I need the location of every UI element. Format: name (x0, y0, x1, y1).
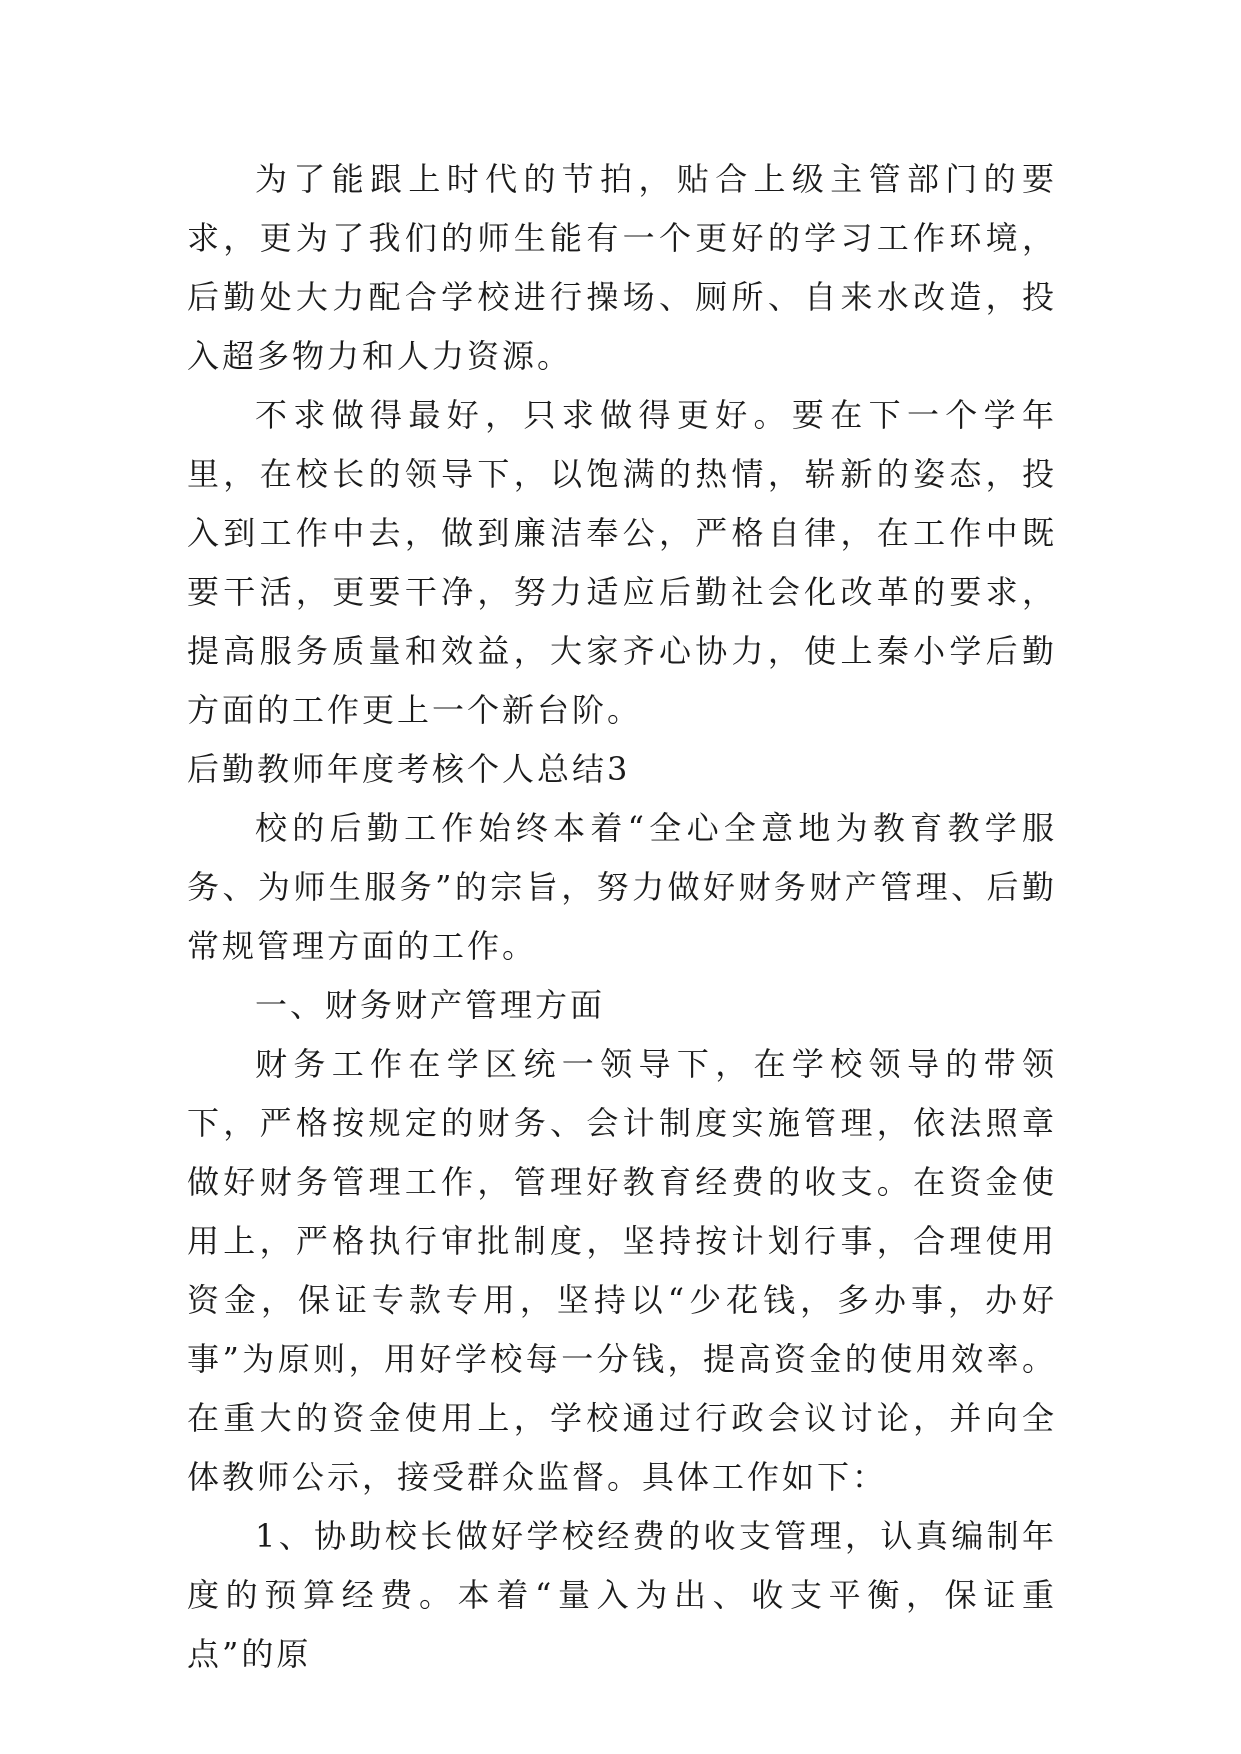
subheading-finance: 一、财务财产管理方面 (255, 986, 606, 1024)
paragraph-future-goals: 不求做得最好，只求做得更好。要在下一个学年里，在校长的领导下，以饱满的热情，崭新的姿态，投入到工作中去，做到廉洁奉公，严格自律，在工作中既要干活，更要干净，努力适应后勤社会化改革的要求，提高服务质量和效益，大家齐心协力，使上秦小学后勤方面的工作更上一个新台阶。 (187, 396, 1057, 729)
document-body (187, 150, 1057, 1684)
section-title: 后勤教师年度考核个人总结3 (187, 750, 631, 788)
paragraph-purpose: 校的后勤工作始终本着“全心全意地为教育教学服务、为师生服务”的宗旨，努力做好财务财产管理、后勤常规管理方面的工作。 (187, 809, 1057, 965)
paragraph-finance-work: 财务工作在学区统一领导下，在学校领导的带领下，严格按规定的财务、会计制度实施管理，依法照章做好财务管理工作，管理好教育经费的收支。在资金使用上，严格执行审批制度，坚持按计划行事，合理使用资金，保证专款专用，坚持以“少花钱，多办事，办好事”为原则，用好学校每一分钱，提高资金的使用效率。在重大的资金使用上，学校通过行政会议讨论，并向全体教师公示，接受群众监督。具体工作如下： (187, 1045, 1057, 1496)
paragraph-renovation: 为了能跟上时代的节拍，贴合上级主管部门的要求，更为了我们的师生能有一个更好的学习工作环境，后勤处大力配合学校进行操场、厕所、自来水改造，投入超多物力和人力资源。 (187, 160, 1057, 375)
list-item-1: 1、协助校长做好学校经费的收支管理，认真编制年度的预算经费。本着“量入为出、收支平衡，保证重点”的原 (187, 1517, 1057, 1673)
